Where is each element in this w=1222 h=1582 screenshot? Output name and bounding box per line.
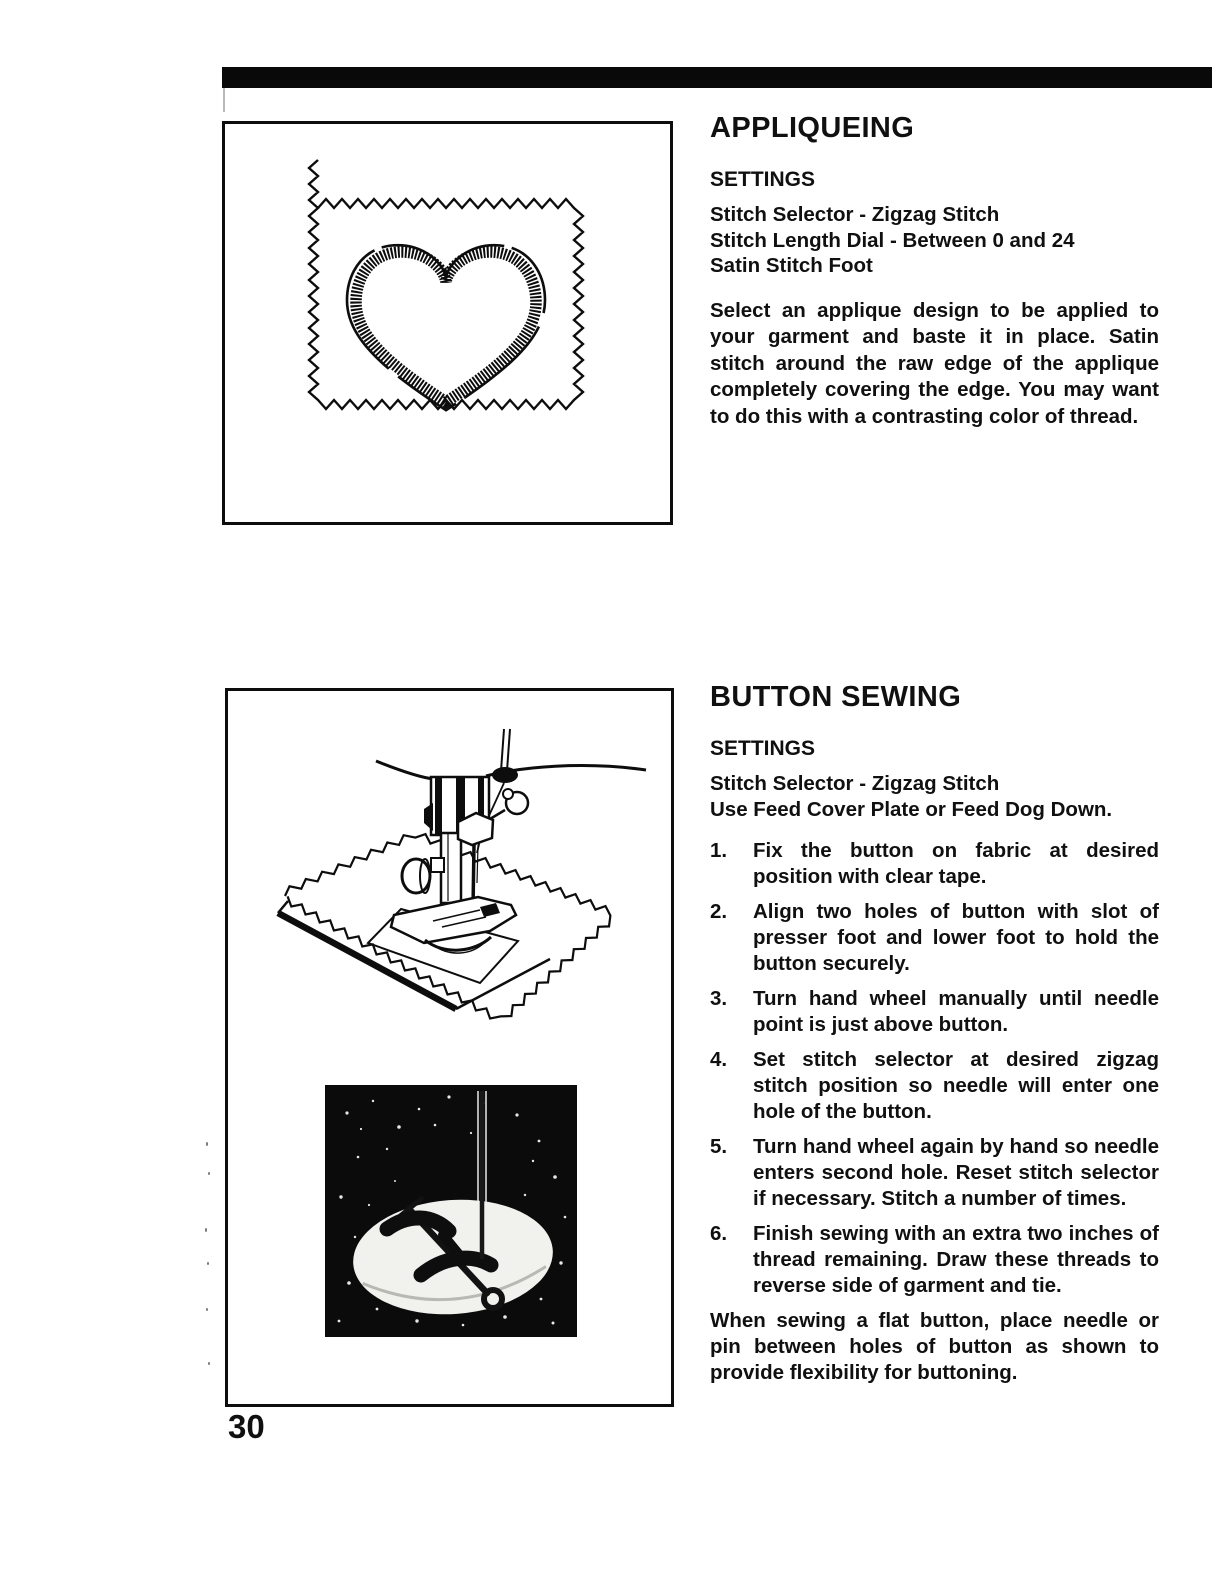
thread-guide [492, 767, 518, 783]
settings-line: Stitch Selector - Zigzag Stitch [710, 772, 1000, 795]
step-number: 6. [710, 1222, 728, 1245]
housing-stripe [435, 777, 442, 835]
section-footer-paragraph: When sewing a flat button, place needle or pin between holes of button as shown to provide flexibility for buttoning. [710, 1309, 1159, 1384]
step-number: 2. [710, 900, 728, 923]
page-number: 30 [228, 1408, 265, 1445]
machine-arm-curve [376, 761, 434, 779]
scan-artifact-tick [223, 88, 225, 112]
settings-list [710, 202, 1159, 279]
settings-line: Stitch Length Dial - Between 0 and 24 [710, 228, 1075, 252]
section-body-paragraph: Select an applique design to be applied to your garment and baste it in place. Satin stitch around the raw edge of the applique completely covering the edge. You may want to do this with a contrasting color of thread. [710, 298, 1159, 428]
housing-wedge [424, 803, 433, 831]
knob-detail [503, 789, 513, 799]
button-closeup-photo [325, 1085, 577, 1337]
settings-line: Use Feed Cover Plate or Feed Dog Down. [710, 797, 1113, 821]
step-number: 4. [710, 1048, 728, 1071]
section-title: BUTTON SEWING [710, 681, 962, 713]
thread-guide-pin [501, 729, 510, 771]
heart-satin-stitch-band [356, 252, 536, 402]
step-text: Fix the button on fabric at desired position with clear tape. [753, 839, 1159, 888]
step-text: Align two holes of button with slot of presser foot and lower foot to hold the button securely. [753, 900, 1159, 975]
step-item [710, 899, 1159, 977]
heart-outline [347, 245, 545, 410]
step-number: 5. [710, 1135, 728, 1158]
screw-bracket [431, 858, 444, 872]
step-text: Finish sewing with an extra two inches of thread remaining. Draw these threads to reverse side of garment and tie. [753, 1222, 1159, 1297]
step-item [710, 1221, 1159, 1299]
step-text: Turn hand wheel again by hand so needle enters second hole. Reset stitch selector if necessary. Stitch a number of times. [753, 1135, 1159, 1210]
section-appliqueing [710, 112, 1159, 430]
settings-heading: SETTINGS [710, 168, 816, 191]
button-closeup-photo-svg [325, 1085, 577, 1337]
section-title: APPLIQUEING [710, 112, 915, 144]
header-rule-bar [222, 67, 1212, 88]
numbered-steps-list [710, 838, 1159, 1299]
section-button-sewing [710, 681, 1159, 1386]
step-text: Set stitch selector at desired zigzag stitch position so needle will enter one hole of the button. [753, 1048, 1159, 1123]
step-item [710, 1134, 1159, 1212]
step-number: 1. [710, 839, 728, 862]
step-text: Turn hand wheel manually until needle point is just above button. [753, 987, 1159, 1036]
appliqueing-illustration-box [222, 121, 673, 525]
knob-arm [490, 810, 505, 819]
step-item [710, 838, 1159, 890]
settings-list [710, 771, 1159, 822]
step-item [710, 986, 1159, 1038]
settings-line: Stitch Selector - Zigzag Stitch [710, 203, 1000, 226]
thumb-screw [402, 859, 430, 893]
step-number: 3. [710, 987, 728, 1010]
button-sewing-illustration-box [225, 688, 674, 1407]
settings-heading: SETTINGS [710, 737, 816, 760]
step-item [710, 1047, 1159, 1125]
heart-applique-illustration [225, 124, 670, 522]
settings-line: Satin Stitch Foot [710, 254, 873, 277]
